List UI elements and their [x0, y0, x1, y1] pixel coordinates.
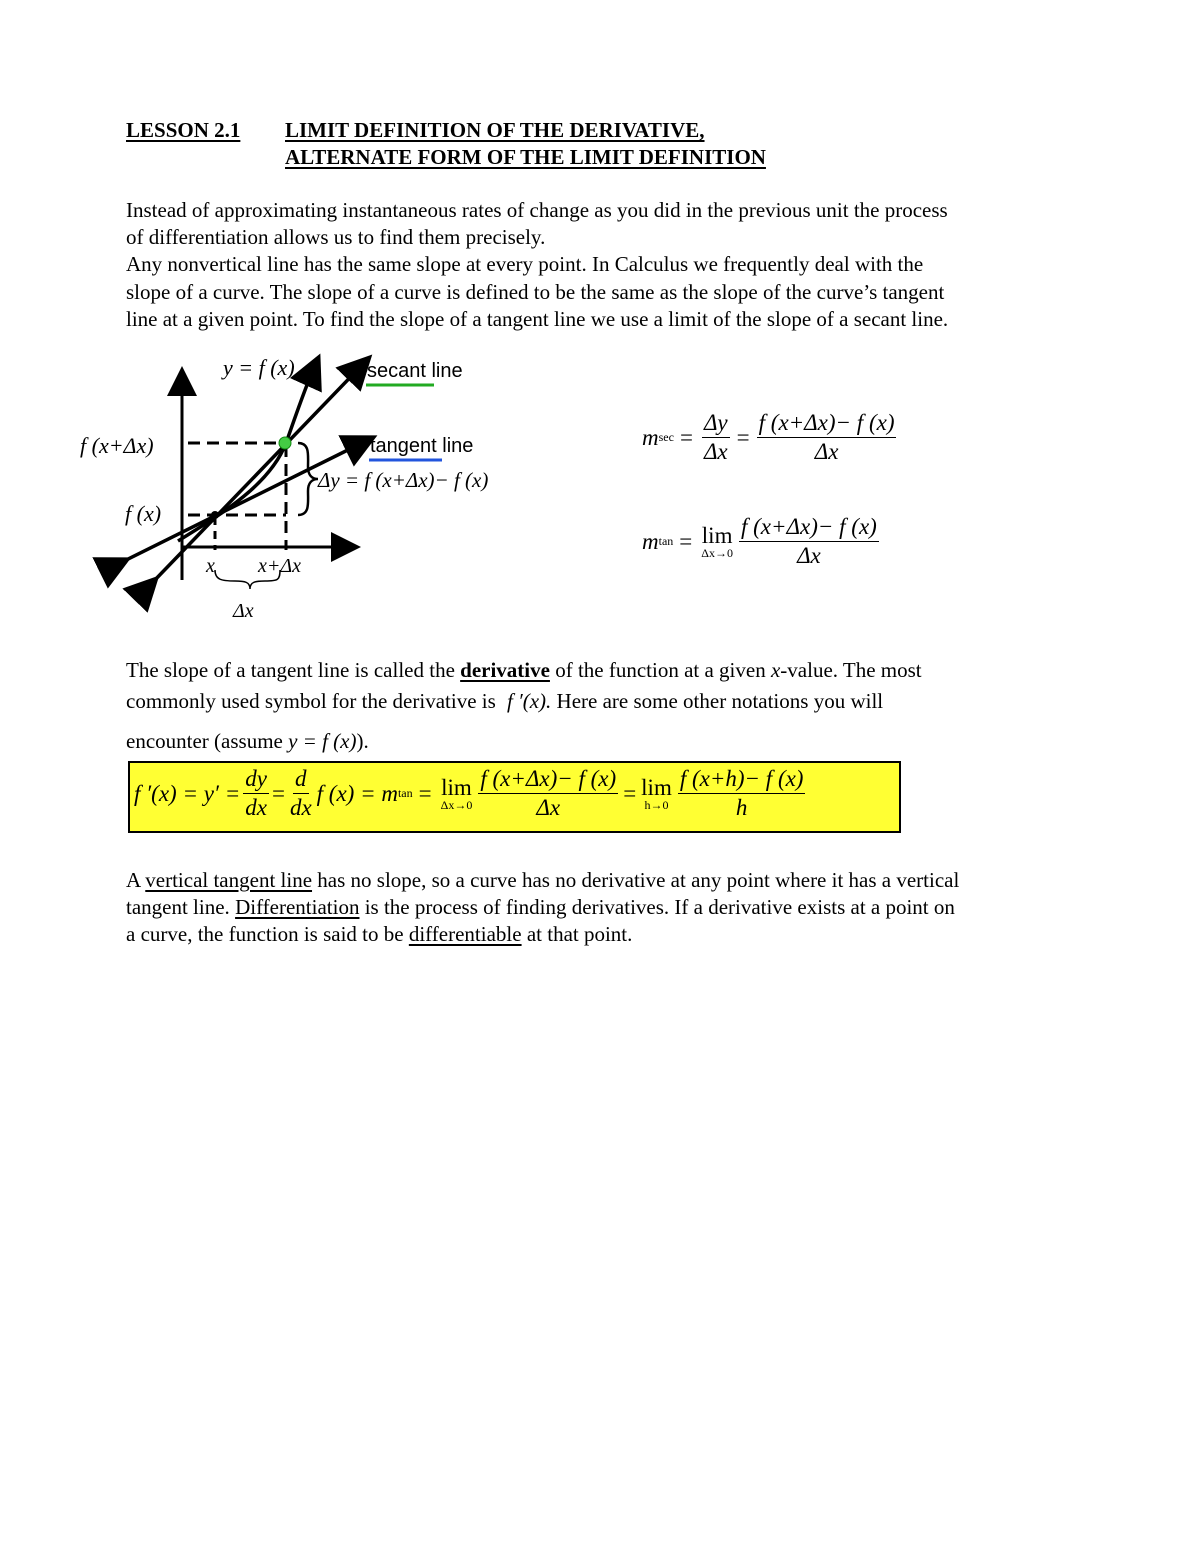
term-differentiation: Differentiation	[235, 895, 360, 919]
box-p1: f ′(x) = y′ =	[134, 780, 241, 806]
box-den2: h	[735, 795, 748, 820]
notation-formula	[134, 766, 808, 821]
mtan-m: m	[642, 528, 659, 554]
mtan-sub: tan	[658, 534, 674, 548]
fxdx-label: f (x+Δx)	[80, 433, 154, 458]
term-differentiable: differentiable	[408, 922, 522, 946]
xdx-tick-label: x+Δx	[258, 555, 301, 577]
para2-x: x	[770, 658, 781, 682]
box-frac2	[678, 766, 806, 821]
para2-a: The slope of a tangent line is called the	[126, 658, 455, 682]
x-tick-label: x	[206, 555, 215, 577]
para2-line-3	[126, 728, 369, 756]
box-eq1: =	[271, 780, 285, 806]
intro-line-5: line at a given point. To find the slope of a tangent line we use a limit of the slope of a secant line.	[126, 307, 949, 331]
msec-num: f (x+Δx)− f (x)	[757, 410, 897, 438]
box-lim1-sub: Δx→0	[440, 798, 473, 812]
assume-expr: y = f (x)	[288, 729, 357, 753]
box-d: d	[293, 766, 309, 794]
fprime-symbol: f ′(x).	[507, 689, 552, 713]
para2-f: encounter (assume	[126, 729, 283, 753]
term-vertical-tangent-line: vertical tangent line	[145, 868, 313, 892]
derivative-diagram	[60, 345, 560, 635]
term-derivative: derivative	[460, 658, 550, 682]
msec-dy: Δy	[702, 410, 730, 438]
mtan-formula	[642, 514, 882, 569]
mtan-lim-sub: Δx→0	[701, 546, 733, 560]
para3-d: is the process of finding derivatives. If a derivative exists at a point on	[359, 895, 955, 919]
box-eq2: =	[418, 780, 432, 806]
msec-eq1: =	[679, 424, 693, 450]
box-dy: dy	[243, 766, 269, 794]
mtan-den: Δx	[797, 543, 821, 568]
para2-d: commonly used symbol for the derivative is	[126, 689, 496, 713]
para3-e: a curve, the function is said to be	[126, 922, 409, 946]
box-frac1	[478, 766, 618, 821]
para3-line-1	[126, 867, 959, 895]
intro-line-2: of differentiation allows us to find them precisely.	[126, 225, 546, 249]
para2-e: Here are some other notations you will	[556, 689, 884, 713]
mtan-lim-text: lim	[701, 523, 733, 548]
para3-b: has no slope, so a curve has no derivative at any point where it has a vertical	[312, 868, 960, 892]
msec-den: Δx	[814, 439, 839, 464]
para2-c: -value. The most	[780, 658, 922, 682]
box-dydx	[243, 766, 269, 821]
para3-line-3	[126, 921, 632, 949]
box-lim1-text: lim	[441, 775, 472, 800]
para3-line-2	[126, 894, 955, 922]
para3-f: at that point.	[521, 922, 633, 946]
box-num2: f (x+h)− f (x)	[678, 766, 806, 794]
msec-formula	[642, 410, 899, 465]
delta-y-brace	[298, 443, 318, 515]
para3-c: tangent line.	[126, 895, 236, 919]
box-ddx	[288, 766, 314, 821]
lesson-number: LESSON 2.1	[126, 118, 241, 142]
msec-frac1	[702, 410, 730, 465]
mtan-frac	[739, 514, 879, 569]
para2-line-1	[126, 657, 922, 685]
delta-y-label: Δy = f (x+Δx)− f (x)	[318, 468, 489, 492]
tangent-label: tangent line	[370, 435, 474, 457]
para2-b: of the function at a given	[555, 658, 766, 682]
title-line-2: ALTERNATE FORM OF THE LIMIT DEFINITION	[285, 145, 766, 169]
intro-line-3: Any nonvertical line has the same slope at every point. In Calculus we frequently deal with the	[126, 252, 924, 276]
para3-a: A	[126, 868, 146, 892]
para2-g: ).	[356, 729, 369, 753]
mtan-num: f (x+Δx)− f (x)	[739, 514, 879, 542]
secant-label: secant line	[367, 360, 463, 382]
box-dx2: dx	[289, 795, 312, 820]
point-x-plus-dx	[279, 437, 291, 449]
box-num1: f (x+Δx)− f (x)	[478, 766, 618, 794]
box-p2: f (x) = m	[316, 780, 398, 806]
para2-line-2	[126, 688, 883, 716]
intro-line-1: Instead of approximating instantaneous rates of change as you did in the previous unit the process	[126, 198, 948, 222]
delta-x-label: Δx	[233, 600, 254, 622]
box-eq3: =	[623, 780, 637, 806]
box-lim2	[641, 776, 672, 811]
box-lim1	[441, 776, 473, 811]
box-dx: dx	[245, 795, 267, 820]
box-den1: Δx	[536, 795, 561, 820]
box-tan: tan	[397, 786, 413, 800]
msec-frac2	[757, 410, 897, 465]
point-x	[211, 511, 219, 519]
intro-line-4: slope of a curve. The slope of a curve is defined to be the same as the slope of the curve’s tangent	[126, 280, 945, 304]
box-lim2-text: lim	[641, 775, 672, 800]
title-line-1: LIMIT DEFINITION OF THE DERIVATIVE,	[285, 118, 705, 142]
msec-dx: Δx	[703, 439, 728, 464]
box-lim2-sub: h→0	[644, 798, 669, 812]
curve-label: y = f (x)	[223, 355, 295, 380]
mtan-lim	[701, 524, 733, 559]
mtan-eq: =	[679, 528, 693, 554]
msec-eq2: =	[736, 424, 750, 450]
msec-sub: sec	[658, 430, 674, 444]
fx-label: f (x)	[125, 501, 162, 526]
msec-m: m	[642, 424, 659, 450]
